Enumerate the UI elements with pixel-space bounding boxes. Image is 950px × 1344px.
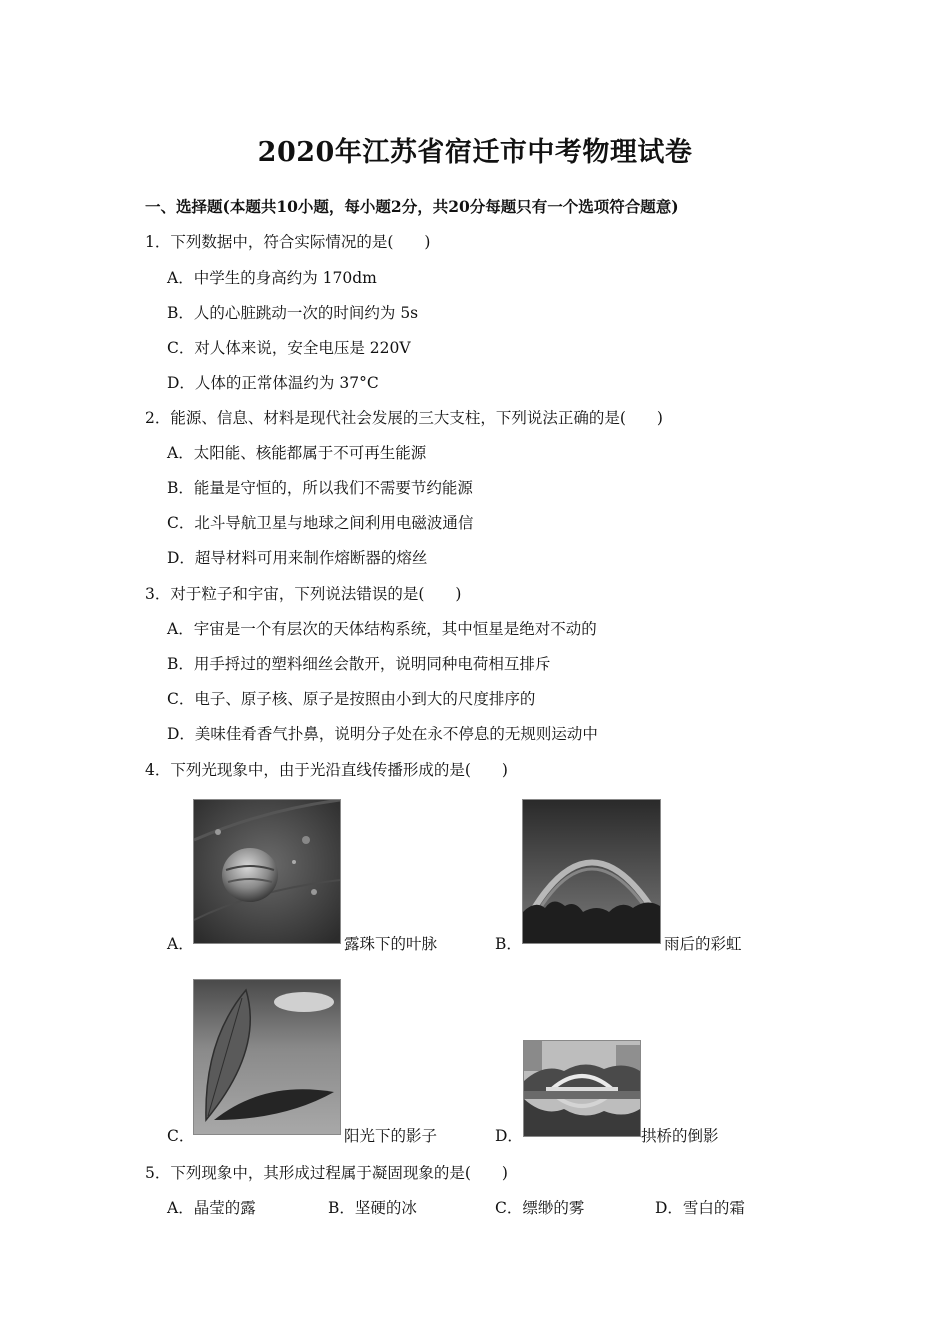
question-2-option-c: C．北斗导航卫星与地球之间利用电磁波通信: [167, 514, 474, 532]
question-4-option-a-label: A．: [167, 935, 194, 953]
question-4-option-c-label: C．: [167, 1127, 195, 1145]
question-4-stem: 4．下列光现象中，由于光沿直线传播形成的是( ): [145, 761, 508, 779]
question-5-option-a: A．晶莹的露: [167, 1199, 256, 1217]
question-5-option-b: B．坚硬的冰: [328, 1199, 417, 1217]
question-4-option-b-caption: 雨后的彩虹: [664, 935, 742, 953]
question-4-option-d-label: D．: [495, 1127, 523, 1145]
question-2-option-b: B．能量是守恒的，所以我们不需要节约能源: [167, 479, 473, 497]
question-1-option-d: D．人体的正常体温约为 37°C: [167, 374, 379, 392]
arch-bridge-reflection-photo: [523, 1040, 641, 1137]
question-5-stem: 5．下列现象中，其形成过程属于凝固现象的是( ): [145, 1164, 508, 1182]
leaf-shadow-photo: [193, 979, 341, 1135]
question-3-option-c: C．电子、原子核、原子是按照由小到大的尺度排序的: [167, 690, 536, 708]
question-3-option-a: A．宇宙是一个有层次的天体结构系统，其中恒星是绝对不动的: [167, 620, 597, 638]
question-2-option-a: A．太阳能、核能都属于不可再生能源: [167, 444, 427, 462]
section-heading: 一、选择题(本题共10小题，每小题2分，共20分每题只有一个选项符合题意): [145, 197, 679, 216]
question-4-option-c-caption: 阳光下的影子: [344, 1127, 438, 1145]
rainbow-photo: [522, 799, 661, 944]
question-1-stem: 1．下列数据中，符合实际情况的是( ): [145, 233, 431, 251]
question-5-option-d: D．雪白的霜: [655, 1199, 745, 1217]
dewdrop-leaf-photo: [193, 799, 341, 944]
question-2-stem: 2．能源、信息、材料是现代社会发展的三大支柱，下列说法正确的是( ): [145, 409, 663, 427]
question-3-option-d: D．美味佳肴香气扑鼻，说明分子处在永不停息的无规则运动中: [167, 725, 598, 743]
question-5-option-c: C．缥缈的雾: [495, 1199, 585, 1217]
question-2-option-d: D．超导材料可用来制作熔断器的熔丝: [167, 549, 428, 567]
question-4-option-b-label: B．: [495, 935, 522, 953]
question-1-option-a: A．中学生的身高约为 170dm: [167, 269, 377, 287]
question-1-option-c: C．对人体来说，安全电压是 220V: [167, 339, 411, 357]
question-3-option-b: B．用手捋过的塑料细丝会散开，说明同种电荷相互排斥: [167, 655, 551, 673]
question-3-stem: 3．对于粒子和宇宙，下列说法错误的是( ): [145, 585, 462, 603]
page-title: 2020年江苏省宿迁市中考物理试卷: [257, 137, 693, 168]
question-1-option-b: B．人的心脏跳动一次的时间约为 5s: [167, 304, 419, 322]
question-4-option-a-caption: 露珠下的叶脉: [344, 935, 438, 953]
question-4-option-d-caption: 拱桥的倒影: [641, 1127, 719, 1145]
